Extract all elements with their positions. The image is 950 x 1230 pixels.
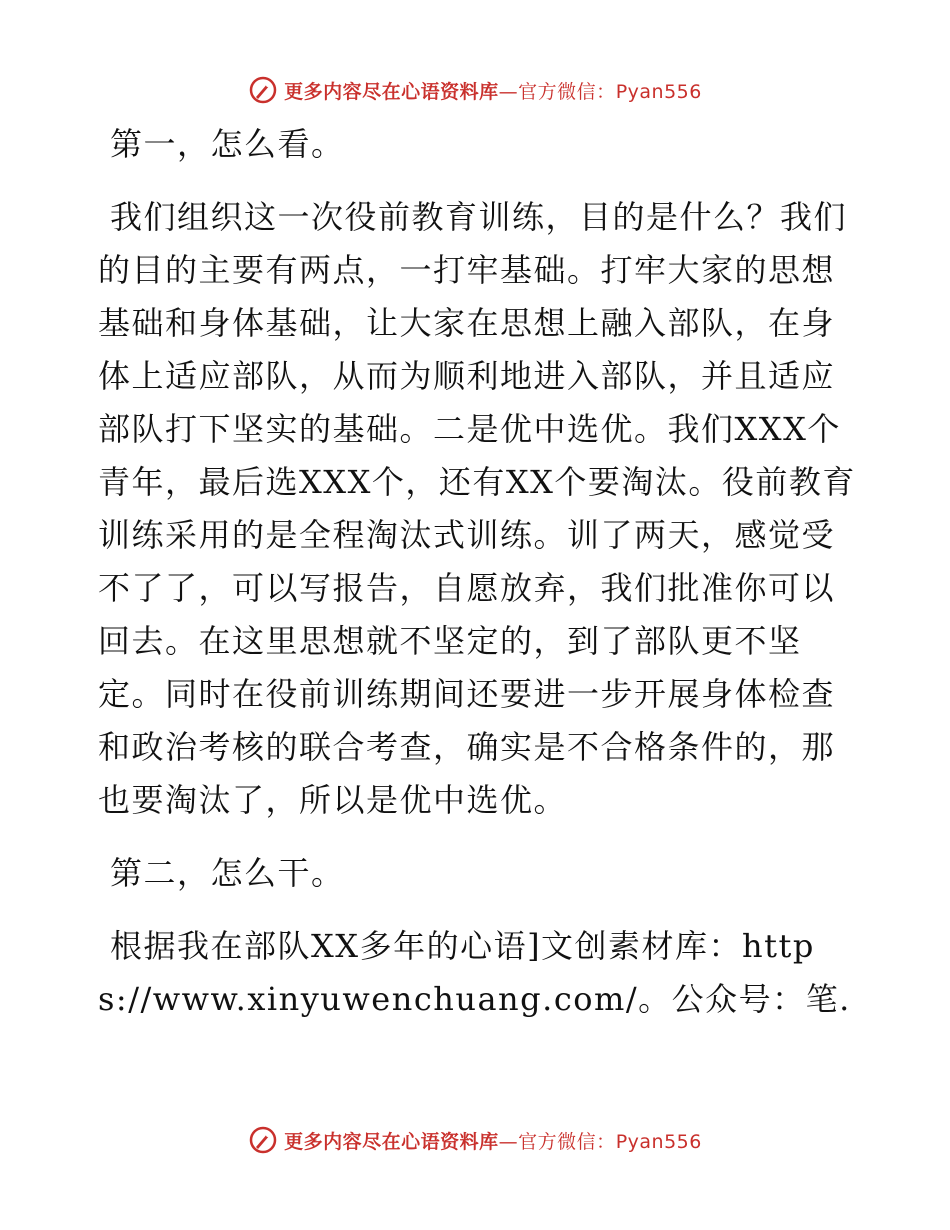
section-paragraph: 我们组织这一次役前教育训练，目的是什么？我们的目的主要有两点，一打牢基础。打牢大家的思想基础和身体基础，让大家在思想上融入部队，在身体上适应部队，从而为顺利地进入部队，并且适应部队打下坚实的基础。二是优中选优。我们XXX个青年，最后选XXX个，还有XX个要淘汰。役前教育训练采用的是全程淘汰式训练。训了两天，感觉受不了了，可以写报告，自愿放弃，我们批准你可以回去。在这里思想就不坚定的，到了部队更不坚定。同时在役前训练期间还要进一步开展身体检查和政治考核的联合考查，确实是不合格条件的，那也要淘汰了，所以是优中选优。 — [98, 198, 856, 819]
banner-text: 更多内容尽在心语资料库—官方微信：Pyan556 — [284, 1130, 702, 1153]
footer-watermark-banner — [0, 1120, 950, 1160]
section-paragraph: 根据我在部队XX多年的心语]文创素材库：https://www.xinyuwenchuang.com/。公众号：笔. — [98, 927, 851, 1018]
section-heading: 第二，怎么干。 — [110, 854, 345, 892]
header-watermark-banner — [0, 70, 950, 110]
section-heading: 第一，怎么看。 — [110, 125, 345, 163]
quill-logo-icon — [248, 75, 278, 105]
document-body — [98, 118, 858, 1026]
quill-logo-icon — [248, 1125, 278, 1155]
banner-text: 更多内容尽在心语资料库—官方微信：Pyan556 — [284, 80, 702, 103]
